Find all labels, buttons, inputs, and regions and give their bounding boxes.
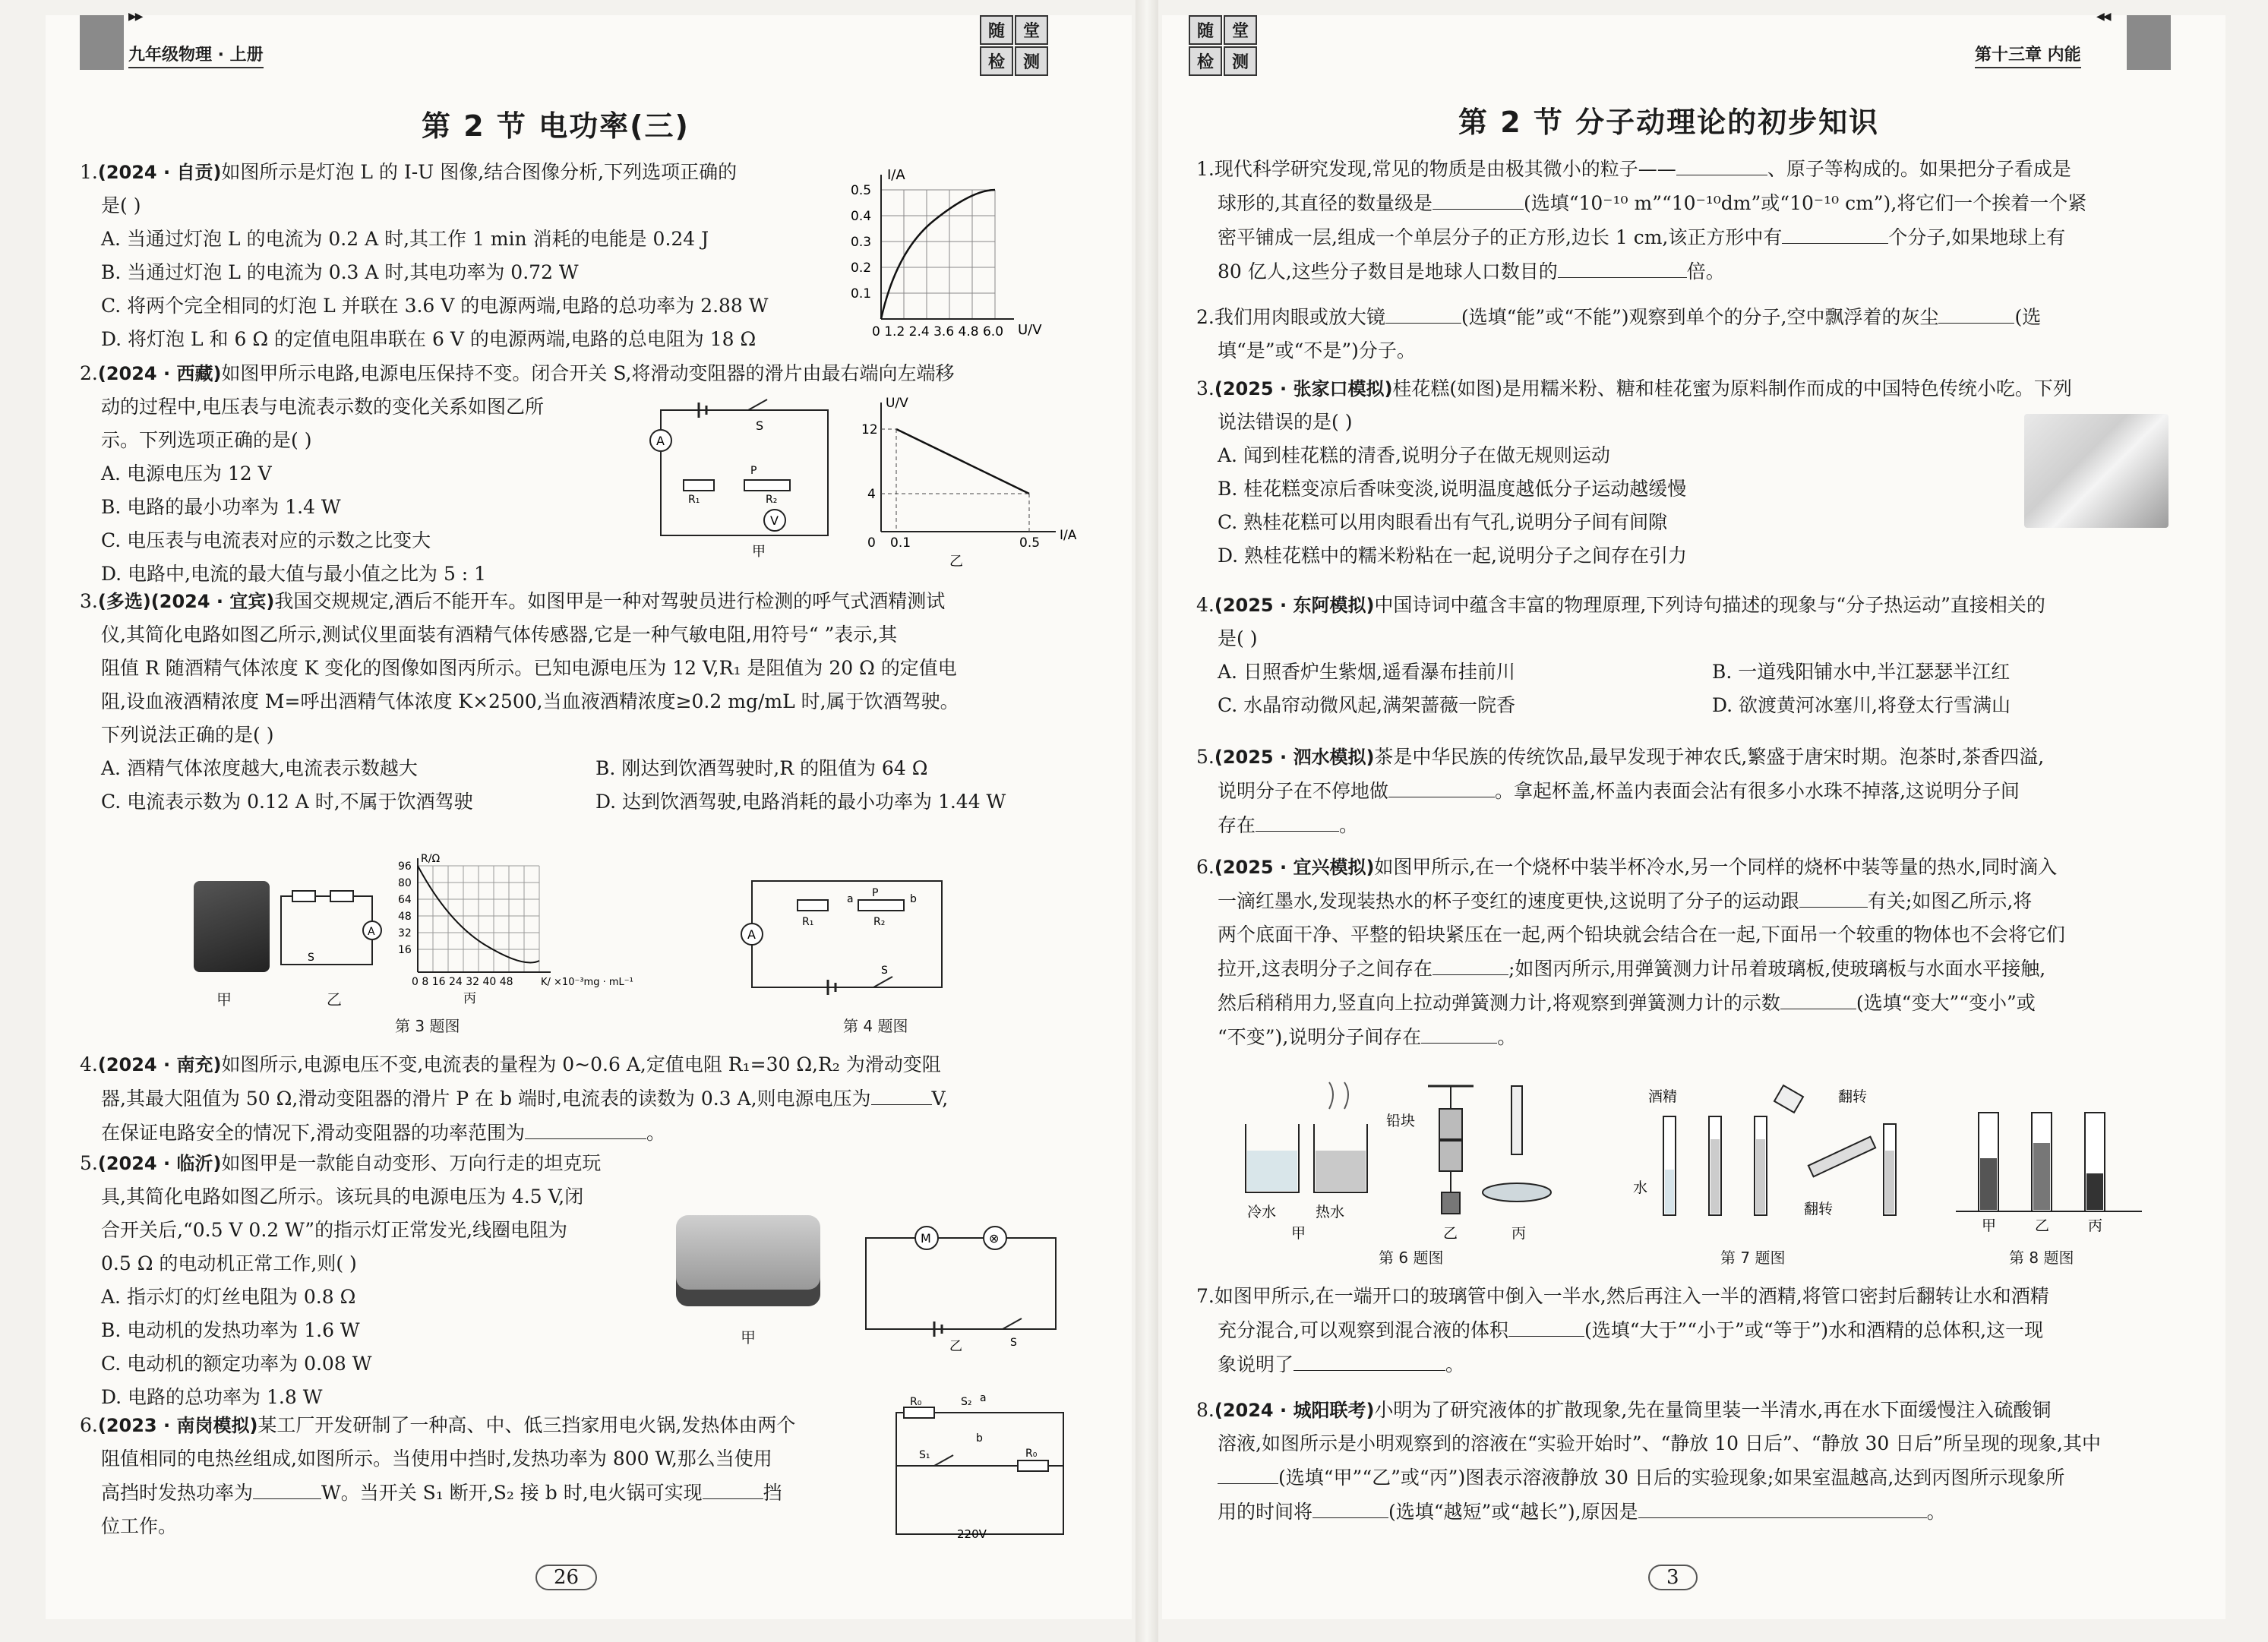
r-question-6: 6.(2025 · 宜兴模拟)如图甲所示,在一个烧杯中装半杯冷水,另一个同样的烧杯中装等量的热水,同时滴入 一滴红墨水,发现装热水的杯子变红的速度更快,这说明了分子的运动跟 有关;如图乙所示,将 两个底面干净、平整的铅块紧压在一起,两个铅块就会结合在一起,下面吊一个较重的物体也不会将它们 拉开,这表明分子之间存在 ;如图丙所示,用弹簧测力计吊着玻璃板,使玻璃板与水面水平接触, 然后稍稍用力,竖直向上拉动弹簧测力计,将观察到弹簧测力计的示数 (选填“变大”“变小”或 “不变”),说明分子间存在 。 bbox=[1196, 856, 2065, 1048]
fig-caption: 第 4 题图 bbox=[843, 1017, 908, 1035]
r-question-4: 4.(2025 · 东阿模拟)中国诗词中蕴含丰富的物理原理,下列诗句描述的现象与“分子热运动”直接相关的 是( ) A. 日照香炉生紫烟,遥看瀑布挂前川 B. 一道残阳铺水中,半江瑟瑟半江红 C. 水晶帘动微风起,满架蔷薇一院香 D. 欲渡黄河冰塞川,将登太行雪满山 bbox=[1196, 594, 2045, 716]
svg-text:丙: 丙 bbox=[463, 991, 476, 1006]
r-question-2: 2.我们用肉眼或放大镜 (选填“能”或“不能”)观察到单个的分子,空中飘浮着的灰尘 (选 填“是”或“不是”)分子。 bbox=[1196, 300, 2206, 368]
answer-blank[interactable] bbox=[1256, 808, 1339, 832]
q3-r-k-graph-bing bbox=[387, 854, 676, 1006]
svg-text:S: S bbox=[756, 418, 764, 433]
chapter-label: 第十三章 内能 bbox=[1975, 42, 2081, 68]
fig-caption: 第 7 题图 bbox=[1720, 1249, 1786, 1267]
svg-text:甲: 甲 bbox=[1982, 1217, 1997, 1234]
answer-blank[interactable] bbox=[1218, 1460, 1278, 1484]
svg-text:A: A bbox=[656, 434, 665, 448]
stamp-char: 检 bbox=[980, 46, 1013, 76]
svg-text:甲: 甲 bbox=[1291, 1225, 1306, 1242]
svg-text:翻转: 翻转 bbox=[1838, 1088, 1868, 1105]
back-arrows-icon: ◀◀ bbox=[2096, 11, 2110, 23]
svg-text:P: P bbox=[872, 887, 879, 899]
header-label: 九年级物理 · 上册 bbox=[128, 42, 264, 68]
answer-blank[interactable] bbox=[1433, 186, 1524, 210]
svg-text:0.5: 0.5 bbox=[851, 183, 872, 198]
svg-text:80: 80 bbox=[398, 877, 412, 889]
r-question-1: 1.现代科学研究发现,常见的物质是由极其微小的粒子—— 、原子等构成的。如果把分子看成是 球形的,其直径的数量级是 (选填“10⁻¹⁰ m”“10⁻¹⁰dm”或“10⁻¹⁰ cm”),将它们一个挨着一个紧 密平铺成一层,组成一个单层分子的正方形,边长 1 cm,该正方形中有 个分子,如果地球上有 80 亿人,这些分子数目是地球人口数目的 倍。 bbox=[1196, 152, 2206, 289]
answer-blank[interactable] bbox=[1508, 1313, 1584, 1337]
fig-label: 甲 bbox=[741, 1328, 756, 1347]
svg-text:0.1: 0.1 bbox=[851, 286, 872, 302]
page-number: 3 bbox=[1648, 1565, 1698, 1590]
svg-text:12: 12 bbox=[861, 422, 878, 437]
svg-text:⊗: ⊗ bbox=[989, 1231, 1000, 1246]
svg-text:S: S bbox=[881, 965, 888, 977]
svg-text:乙: 乙 bbox=[949, 1339, 962, 1354]
book-spine bbox=[1136, 0, 1158, 1642]
svg-text:0: 0 bbox=[867, 535, 876, 551]
q8-figures bbox=[1956, 1097, 2153, 1249]
svg-text:b: b bbox=[976, 1432, 983, 1445]
r-question-5: 5.(2025 · 泗水模拟)茶是中华民族的传统饮品,最早发现于神农氏,繁盛于唐宋时期。泡茶时,茶香四溢, 说明分子在不停地做 。拿起杯盖,杯盖内表面会沾有很多小水珠不掉落,这说明分子间 存在 。 bbox=[1196, 746, 2045, 836]
svg-text:4: 4 bbox=[867, 487, 876, 502]
answer-blank[interactable] bbox=[1421, 1020, 1497, 1044]
svg-text:R/Ω: R/Ω bbox=[421, 853, 441, 865]
svg-text:0.5: 0.5 bbox=[1019, 535, 1041, 551]
stamp-char: 测 bbox=[1224, 46, 1257, 76]
q6-circuit bbox=[889, 1392, 1071, 1549]
svg-text:甲: 甲 bbox=[752, 544, 766, 560]
svg-text:酒精: 酒精 bbox=[1648, 1088, 1678, 1105]
stamp-char: 测 bbox=[1015, 46, 1048, 76]
svg-text:0.1: 0.1 bbox=[890, 535, 911, 551]
svg-text:丙: 丙 bbox=[1511, 1225, 1527, 1242]
svg-text:丙: 丙 bbox=[2088, 1217, 2103, 1234]
answer-blank[interactable] bbox=[1638, 1495, 1927, 1518]
svg-text:S₂: S₂ bbox=[961, 1396, 972, 1408]
svg-text:16: 16 bbox=[398, 944, 412, 956]
answer-blank[interactable] bbox=[1780, 986, 1856, 1009]
page-title: 第 2 节 分子动理论的初步知识 bbox=[1458, 106, 1880, 139]
svg-text:M: M bbox=[921, 1231, 931, 1246]
q3-circuit-yi bbox=[273, 881, 387, 995]
stamp-badge bbox=[1189, 15, 1257, 76]
svg-text:乙: 乙 bbox=[1443, 1225, 1458, 1242]
answer-blank[interactable] bbox=[525, 1116, 646, 1139]
svg-text:乙: 乙 bbox=[2035, 1217, 2050, 1234]
svg-text:R₀: R₀ bbox=[910, 1396, 922, 1408]
fig-caption: 第 8 题图 bbox=[2009, 1249, 2074, 1267]
svg-text:U/V: U/V bbox=[886, 396, 908, 411]
answer-blank[interactable] bbox=[1385, 300, 1461, 324]
r-question-7: 7.如图甲所示,在一端开口的玻璃管中倒入一半水,然后再注入一半的酒精,将管口密封后翻转让水和酒精 充分混合,可以观察到混合液的体积 (选填“大于”“小于”或“等于”)水和酒精的总体积,这一现 象说明了 。 bbox=[1196, 1285, 2049, 1375]
breathalyzer-photo bbox=[194, 881, 270, 972]
r-question-3: 3.(2025 · 张家口模拟)桂花糕(如图)是用糯米粉、糖和桂花蜜为原料制作而成的中国特色传统小吃。下列 说法错误的是( ) A. 闻到桂花糕的清香,说明分子在做无规则运动 B. 桂花糕变凉后香味变淡,说明温度越低分子运动越缓慢 C. 熟桂花糕可以用肉眼看出有气孔,说明分子间有间隙 D. 熟桂花糕中的糯米粉粘在一起,说明分子之间存在引力 bbox=[1196, 377, 2072, 567]
svg-text:K/ ×10⁻³mg · mL⁻¹: K/ ×10⁻³mg · mL⁻¹ bbox=[541, 977, 633, 988]
stamp-char: 堂 bbox=[1015, 15, 1048, 45]
answer-blank[interactable] bbox=[1433, 952, 1508, 975]
svg-text:R₀: R₀ bbox=[1025, 1448, 1038, 1460]
svg-text:64: 64 bbox=[398, 894, 412, 906]
svg-text:A: A bbox=[747, 927, 756, 942]
page-number: 26 bbox=[535, 1565, 597, 1590]
answer-blank[interactable] bbox=[1312, 1495, 1388, 1518]
answer-blank[interactable] bbox=[253, 1476, 321, 1499]
stamp-char: 堂 bbox=[1224, 15, 1257, 45]
svg-text:S₁: S₁ bbox=[919, 1449, 930, 1461]
svg-text:A: A bbox=[368, 926, 375, 938]
svg-text:S: S bbox=[1010, 1337, 1017, 1349]
svg-text:水: 水 bbox=[1633, 1179, 1648, 1196]
question-5: 5.(2024 · 临沂)如图甲是一款能自动变形、万向行走的坦克玩 具,其简化电路如图乙所示。该玩具的电源电压为 4.5 V,闭 合开关后,“0.5 V 0.2 W”的指示灯正常发光,线圈电阻为 0.5 Ω 的电动机正常工作,则( ) A. 指示灯的灯丝电阻为 0.8 Ω B. 电动机的发热功率为 1.6 W C. 电动机的额定功率为 0.08 W D. 电路的总功率为 1.8 W bbox=[80, 1152, 602, 1408]
header-grey-block bbox=[80, 15, 124, 70]
right-header bbox=[1975, 11, 2172, 68]
q5-circuit-yi bbox=[858, 1223, 1071, 1352]
svg-text:铅块: 铅块 bbox=[1386, 1113, 1416, 1129]
toy-tank-photo bbox=[676, 1215, 820, 1306]
answer-blank[interactable] bbox=[703, 1476, 763, 1499]
svg-text:32: 32 bbox=[398, 927, 412, 939]
question-3: 3.(多选)(2024 · 宜宾)我国交规规定,酒后不能开车。如图甲是一种对驾驶员进行检测的呼气式酒精测试 仪,其简化电路如图乙所示,测试仪里面装有酒精气体传感器,它是一种气敏电阻,用符号“ ”表示,其 阻值 R 随酒精气体浓度 K 变化的图像如图丙所示。已知电源电压为 12 V,R₁ 是阻值为 20 Ω 的定值电 阻,设血液酒精浓度 M=呼出酒精气体浓度 K×2500,当血液酒精浓度≥0.2 mg/mL 时,属于饮酒驾驶。 下列说法正确的是( ) A. 酒精气体浓度越大,电流表示数越大 B. 刚达到饮酒驾驶时,R 的阻值为 64 Ω C. 电流表示数为 0.12 A 时,不属于饮酒驾驶 D. 达到饮酒驾驶,电路消耗的最小功率为 1.44 W bbox=[80, 590, 1006, 813]
svg-text:a: a bbox=[980, 1392, 987, 1404]
fig-label: 甲 bbox=[216, 990, 232, 1009]
svg-text:I/A: I/A bbox=[1060, 528, 1077, 543]
answer-blank[interactable] bbox=[1388, 774, 1495, 797]
q2-ui-graph-yi bbox=[851, 395, 1079, 570]
svg-text:0 8 16 24 32 40 48: 0 8 16 24 32 40 48 bbox=[412, 976, 513, 988]
svg-text:I/A: I/A bbox=[887, 167, 905, 183]
q2-circuit-jia bbox=[638, 395, 843, 562]
page-title: 第 2 节 电功率(三) bbox=[422, 109, 690, 143]
question-2: 2.(2024 · 西藏)如图甲所示电路,电源电压保持不变。闭合开关 S,将滑动变阻器的滑片由最右端向左端移 动的过程中,电压表与电流表示数的变化关系如图乙所 示。下列选项正确的是( ) A. 电源电压为 12 V B. 电路的最小功率为 1.4 W C. 电压表与电流表对应的示数之比变大 D. 电路中,电流的最大值与最小值之比为 5 : 1 bbox=[80, 362, 955, 585]
svg-text:b: b bbox=[910, 893, 917, 905]
header-grey-block bbox=[2127, 15, 2171, 70]
svg-text:S: S bbox=[308, 952, 314, 964]
forward-arrows-icon: ▶▶ bbox=[128, 11, 142, 23]
stamp-char: 随 bbox=[980, 15, 1013, 45]
svg-text:220V: 220V bbox=[957, 1527, 987, 1541]
q4-circuit bbox=[744, 866, 957, 1003]
svg-text:R₂: R₂ bbox=[766, 494, 778, 506]
answer-blank[interactable] bbox=[871, 1082, 932, 1105]
answer-blank[interactable] bbox=[1294, 1347, 1445, 1371]
svg-text:a: a bbox=[847, 893, 854, 905]
question-4: 4.(2024 · 南充)如图所示,电源电压不变,电流表的量程为 0~0.6 A,定值电阻 R₁=30 Ω,R₂ 为滑动变阻 器,其最大阻值为 50 Ω,滑动变阻器的滑片 P 在 b 端时,电流表的读数为 0.3 A,则电源电压为 V, 在保证电路安全的情况下,滑动变阻器的功率范围为 。 bbox=[80, 1053, 949, 1144]
answer-blank[interactable] bbox=[1938, 300, 2014, 324]
fig-caption: 第 3 题图 bbox=[395, 1017, 460, 1035]
stamp-char: 随 bbox=[1189, 15, 1222, 45]
svg-text:0.2: 0.2 bbox=[851, 261, 872, 276]
svg-text:P: P bbox=[750, 465, 757, 477]
q6-figures bbox=[1238, 1078, 1572, 1261]
answer-blank[interactable] bbox=[1676, 152, 1767, 175]
question-6: 6.(2023 · 南岗模拟)某工厂开发研制了一种高、中、低三挡家用电火锅,发热体由两个 阻值相同的电热丝组成,如图所示。当使用中挡时,发热功率为 800 W,那么当使用 高挡时发热功率为 W。当开关 S₁ 断开,S₂ 接 b 时,电火锅可实现 挡 位工作。 bbox=[80, 1414, 796, 1537]
stamp-badge bbox=[980, 15, 1048, 76]
svg-text:0.4: 0.4 bbox=[851, 209, 872, 224]
fig-caption: 第 6 题图 bbox=[1379, 1249, 1444, 1267]
question-1: 1.(2024 · 自贡)如图所示是灯泡 L 的 I-U 图像,结合图像分析,下列选项正确的 是( ) A. 当通过灯泡 L 的电流为 0.2 A 时,其工作 1 min 消耗的电能是 0.24 J B. 当通过灯泡 L 的电流为 0.3 A 时,其电功率为 0.72 W C. 将两个完全相同的灯泡 L 并联在 3.6 V 的电源两端,电路的总功率为 2.88 W D. 将灯泡 L 和 6 Ω 的定值电阻串联在 6 V 的电源两端,电路的总电阻为 18 Ω bbox=[80, 161, 769, 350]
svg-text:R₁: R₁ bbox=[688, 494, 700, 506]
svg-text:乙: 乙 bbox=[949, 554, 963, 570]
stamp-char: 检 bbox=[1189, 46, 1222, 76]
svg-text:R₁: R₁ bbox=[802, 916, 814, 928]
fig-label: 乙 bbox=[327, 990, 342, 1009]
r-question-8: 8.(2024 · 城阳联考)小明为了研究液体的扩散现象,先在量筒里装一半清水,再在水下面缓慢注入硫酸铜 溶液,如图所示是小明观察到的溶液在“实验开始时”、“静放 10 日后”、“静放 30 日后”所呈现的现象,其中 (选填“甲”“乙”或“丙”)图表示溶液静放 30 日后的实验现象;如果室温越高,达到丙图所示现象所 用的时间将 (选填“越短”或“越长”),原因是 。 bbox=[1196, 1399, 2101, 1523]
svg-text:96: 96 bbox=[398, 860, 412, 873]
svg-text:V: V bbox=[770, 513, 779, 528]
answer-blank[interactable] bbox=[1558, 254, 1687, 278]
svg-text:冷水: 冷水 bbox=[1247, 1204, 1277, 1220]
osmanthus-cake-photo bbox=[2024, 414, 2168, 528]
svg-text:R₂: R₂ bbox=[873, 916, 886, 928]
svg-text:热水: 热水 bbox=[1316, 1204, 1345, 1220]
q7-figures bbox=[1633, 1078, 1922, 1261]
svg-text:0.3: 0.3 bbox=[851, 235, 872, 250]
svg-text:0 1.2 2.4 3.6 4.8 6.0: 0 1.2 2.4 3.6 4.8 6.0 bbox=[872, 324, 1004, 339]
q1-iu-graph bbox=[851, 167, 1071, 349]
left-header bbox=[80, 11, 308, 68]
svg-text:48: 48 bbox=[398, 911, 412, 923]
svg-text:翻转: 翻转 bbox=[1804, 1201, 1834, 1217]
answer-blank[interactable] bbox=[1799, 884, 1868, 908]
answer-blank[interactable] bbox=[1782, 220, 1888, 244]
svg-text:U/V: U/V bbox=[1018, 322, 1042, 338]
